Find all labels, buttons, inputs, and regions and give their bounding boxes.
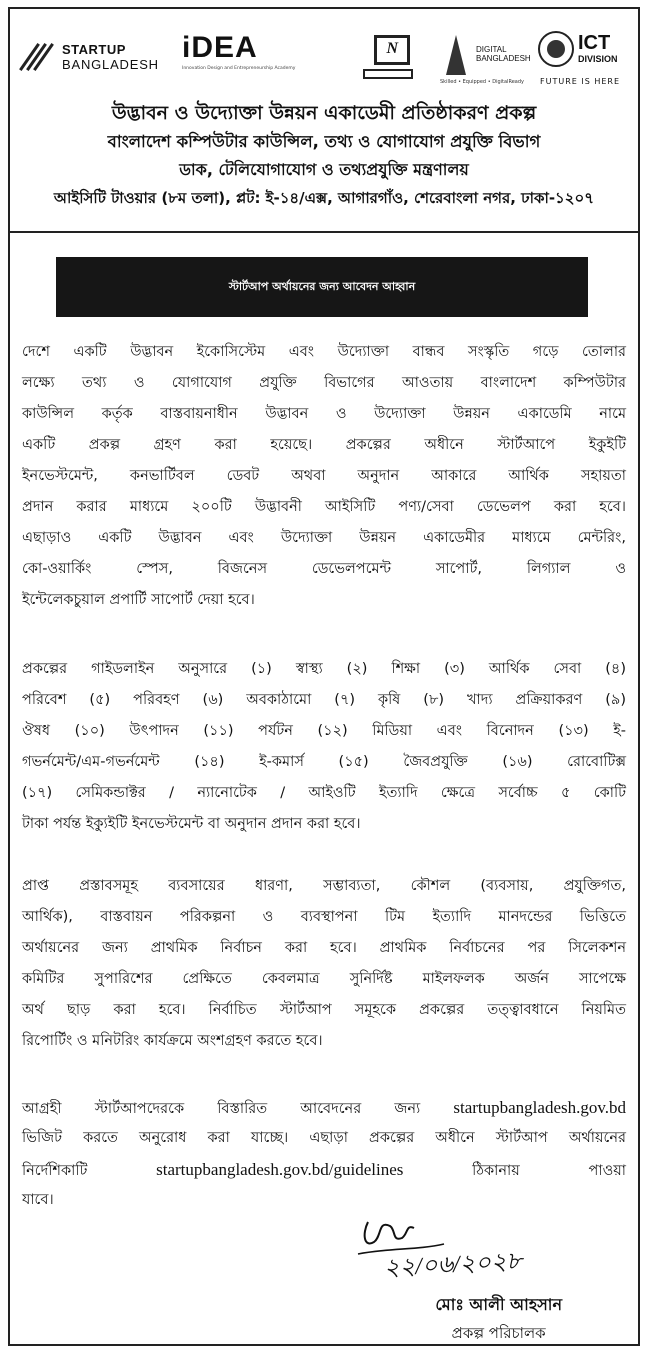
tower-icon [440,33,474,75]
office-address: আইসিটি টাওয়ার (৮ম তলা), প্লট: ই-১৪/এক্স, আগারগাঁও, শেরেবাংলা নগর, ঢাকা-১২০৭ [53,189,595,207]
paragraph-line: প্রকল্পের গাইডলাইন অনুসারে (১) স্বাস্থ্য (২) শিক্ষা (৩) আর্থিক সেবা (৪) [22,661,626,677]
header-divider [10,231,638,233]
paragraph-line: কো-ওয়ার্কিং স্পেস, বিজনেস ডেভেলপমেন্ট সাপোর্ট, লিগ্যাল ও [22,561,626,577]
signer-name: মোঃ আলী আহসান [435,1295,562,1314]
notice-frame [8,7,640,1346]
paragraph-how-to-apply [22,1092,626,1216]
digital-logo-tagline: Skilled • Equipped • DigitalReady [440,79,524,85]
paragraph-line: ঔষধ (১০) উৎপাদন (১১) পর্যটন (১২) মিডিয়া এবং বিনোদন (১৩) ই- [22,723,626,739]
paragraph-line: পরিবেশ (৫) পরিবহণ (৬) অবকাঠামো (৭) কৃষি (৮) খাদ্য প্রক্রিয়াকরণ (৯) [22,692,626,708]
paragraph-line: অর্থায়নের জন্য প্রাথমিক নির্বাচন করা হবে। প্রাথমিক নির্বাচনের পর সিলেকশন [22,940,626,956]
website-link[interactable]: startupbangladesh.gov.bd [453,1098,626,1117]
paragraph-line: ইনভেস্টমেন্ট, কনভার্টিবল ডেবট অথবা অনুদান আকারে আর্থিক সহায়তা [22,468,626,484]
startup-mark-icon [22,39,56,75]
paragraph-line: প্রদান করার মাধ্যমে ২০০টি উদ্ভাবনী আইসিটি পণ্য/সেবা ডেভেলপ করা হবে। [22,499,626,515]
apply-text: আগ্রহী স্টার্টআপদেরকে বিস্তারিত আবেদনের জন্য [22,1101,421,1117]
startup-bangladesh-logo [22,39,159,75]
guideline-text-end: ঠিকানায় পাওয়া [472,1163,626,1179]
notice-title-banner: স্টার্টআপ অর্থায়নের জন্য আবেদন আহ্বান [56,257,588,317]
guideline-text: নির্দেশিকাটি [22,1163,88,1179]
idea-logo-text: iDEA [182,31,258,64]
paragraph-line [22,1154,626,1185]
government-seal-icon [538,31,574,67]
paragraph-line: লক্ষ্যে তথ্য ও যোগাযোগ প্রযুক্তি বিভাগের আওতায় বাংলাদেশ কম্পিউটার [22,375,626,391]
paragraph-selection-process [22,871,626,1057]
signature-date: ২২/০৬/২০২৮ [383,1248,523,1282]
guidelines-link[interactable]: startupbangladesh.gov.bd/guidelines [156,1160,404,1179]
paragraph-line: ভিজিট করতে অনুরোধ করা যাচ্ছে। এছাড়া প্রকল্পের অধীনে স্টার্টআপ অর্থায়নের [22,1130,626,1146]
paragraph-line: দেশে একটি উদ্ভাবন ইকোসিস্টেম এবং উদ্যোক্তা বান্ধব সংস্কৃতি গড়ে তোলার [22,344,626,360]
paragraph-line: (১৭) সেমিকন্ডাক্টর / ন্যানোটেক / আইওটি ইত্যাদি ক্ষেত্রে সর্বোচ্চ ৫ কোটি [22,785,626,801]
bcc-logo [370,35,413,79]
paragraph-line: ইন্টেলেকচুয়াল প্রপার্টি সাপোর্ট দেয়া হবে। [22,592,255,608]
digital-logo-line2: BANGLADESH [476,54,531,63]
paragraph-line: যাবে। [22,1192,54,1208]
computer-monitor-icon: N [374,35,410,65]
paragraph-line: টাকা পর্যন্ত ইক্যুইটি ইনভেস্টমেন্ট বা অনুদান প্রদান করা হবে। [22,816,361,832]
paragraph-line: একটি প্রকল্প গ্রহণ করা হয়েছে। প্রকল্পের অধীনে স্টার্টআপে ইকুইটি [22,437,626,453]
organization-name: বাংলাদেশ কম্পিউটার কাউন্সিল, তথ্য ও যোগাযোগ প্রযুক্তি বিভাগ [107,132,541,151]
paragraph-line: রিপোর্টিং ও মনিটরিং কার্যক্রমে অংশগ্রহণ করতে হবে। [22,1033,323,1049]
signer-title: প্রকল্প পরিচালক [451,1324,546,1342]
digital-logo-line1: DIGITAL [476,45,507,54]
ict-division-logo [538,31,621,86]
paragraph-line: অর্থ ছাড় করা হবে। নির্বাচিত স্টার্টআপ সমূহকে প্রকল্পের তত্ত্বাবধানে নিয়মিত [22,1002,626,1018]
paragraph-line: প্রাপ্ত প্রস্তাবসমূহ ব্যবসায়ের ধারণা, সম্ভাব্যতা, কৌশল (ব্যবসায়, প্রযুক্তিগত, [22,878,626,894]
paragraph-program-overview [22,337,626,616]
paragraph-line: এছাড়াও একটি উদ্ভাবন এবং উদ্যোক্তা উন্নয়ন একাডেমীর মাধ্যমে মেন্টরিং, [22,530,626,546]
paragraph-line: কমিটির সুপারিশের প্রেক্ষিতে কেবলমাত্র সুনির্দিষ্ট মাইলফলক অর্জন সাপেক্ষে [22,971,626,987]
paragraph-line [22,1092,626,1123]
keyboard-icon [363,69,413,79]
paragraph-line: আর্থিক), বাস্তবায়ন পরিকল্পনা ও ব্যবস্থাপনা টিম ইত্যাদি মানদন্ডের ভিত্তিতে [22,909,626,925]
project-name: উদ্ভাবন ও উদ্যোক্তা উন্নয়ন একাডেমী প্রতিষ্ঠাকরণ প্রকল্প [111,102,537,124]
ict-logo-line1: ICT [578,31,611,54]
signer-block [435,1291,562,1347]
ministry-name: ডাক, টেলিযোগাযোগ ও তথ্যপ্রযুক্তি মন্ত্রণালয় [179,160,469,179]
digital-bangladesh-logo [440,33,531,85]
paragraph-line: কাউন্সিল কর্তৃক বাস্তবায়নাধীন উদ্ভাবন ও উদ্যোক্তা উন্নয়ন একাডেমি নামে [22,406,626,422]
startup-logo-line2: BANGLADESH [62,57,159,72]
ict-logo-tagline: FUTURE IS HERE [540,77,621,86]
paragraph-line: গভর্নমেন্ট/এম-গভর্নমেন্ট (১৪) ই-কমার্স (১৫) জৈবপ্রযুক্তি (১৬) রোবোটিক্স [22,754,626,770]
handwritten-signature [348,1214,578,1280]
letterhead [10,99,638,212]
logo-row [10,29,638,89]
ict-logo-line2: DIVISION [578,53,618,64]
idea-logo [182,33,295,71]
paragraph-eligible-sectors [22,654,626,840]
idea-logo-tagline: Innovation Design and Entrepreneurship Academy [182,66,296,71]
startup-logo-line1: STARTUP [62,42,126,57]
